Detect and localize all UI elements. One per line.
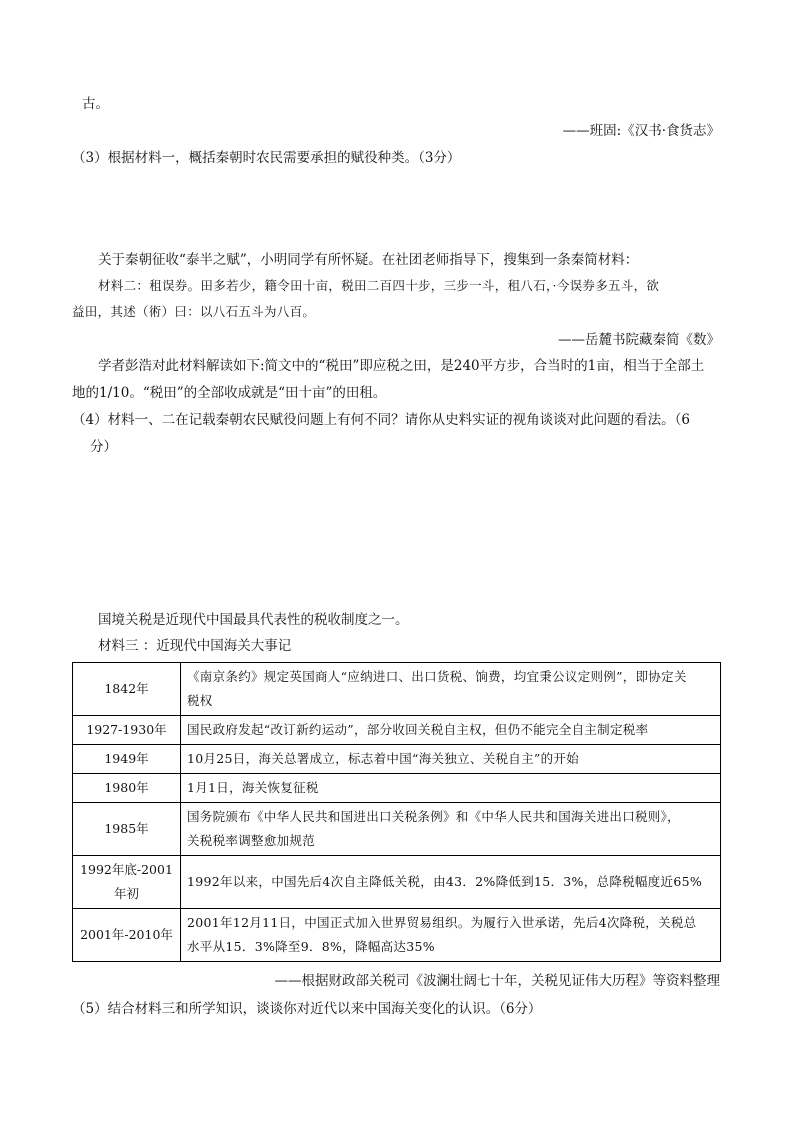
- table-row: [73, 716, 721, 745]
- question-3: （3）根据材料一，概括秦朝时农民需要承担的赋役种类。（3分）: [72, 150, 461, 166]
- question-4-line-1: （4）材料一、二在记载秦朝农民赋役问题上有何不同？请你从史料实证的视角谈谈对此问题的看法。（6: [72, 412, 690, 428]
- event-year: 1927-1930年: [73, 716, 181, 745]
- material-2-line-2: 益田，其述（術）曰：以八石五斗为八百。: [72, 304, 316, 319]
- event-year: 1992年底-2001年初: [73, 856, 181, 909]
- question-5: （5）结合材料三和所学知识，谈谈你对近代以来中国海关变化的认识。（6分）: [72, 1001, 542, 1017]
- event-description-line: 关税税率调整愈加规范: [187, 833, 316, 848]
- citation-yuelu: ——岳麓书院藏秦简《数》: [558, 332, 720, 348]
- table-row: [73, 663, 721, 716]
- event-description: [181, 663, 721, 716]
- customs-events-table: [72, 662, 721, 962]
- event-year: 1980年: [73, 774, 181, 803]
- event-description-line: 1992年以来，中国先后4次自主降低关税，由43．2%降低到15．3%，总降税幅度近65%: [187, 874, 703, 889]
- question-4-line-2: 分）: [90, 439, 117, 455]
- table-row: [73, 774, 721, 803]
- top-fragment: 古。: [82, 96, 109, 112]
- event-description: [181, 745, 721, 774]
- event-description: [181, 909, 721, 962]
- citation-hanshu: ——班固:《汉书·食货志》: [562, 123, 720, 139]
- tariff-paragraph: 国境关税是近现代中国最具代表性的税收制度之一。: [98, 612, 409, 628]
- event-description-line: 水平从15．3%降至9．8%，降幅高达35%: [187, 939, 435, 954]
- scholar-line-1: 学者彭浩对此材料解读如下:简文中的“税田”即应税之田，是240平方步，合当时的1亩，相当于全部土: [98, 358, 705, 374]
- table-row: [73, 909, 721, 962]
- table-row: [73, 745, 721, 774]
- event-description: [181, 856, 721, 909]
- table-row: [73, 856, 721, 909]
- table-row: [73, 803, 721, 856]
- event-description: [181, 774, 721, 803]
- event-description-line: 1月1日，海关恢复征税: [187, 780, 319, 795]
- event-description: [181, 803, 721, 856]
- scholar-line-2: 地的1/10。“税田”的全部收成就是“田十亩”的田租。: [72, 385, 387, 401]
- event-description: [181, 716, 721, 745]
- event-description-line: 《南京条约》规定英国商人“应纳进口、出口货税、饷费，均宜秉公议定则例”，即协定关: [187, 669, 687, 684]
- event-year: 1985年: [73, 803, 181, 856]
- event-year: 2001年-2010年: [73, 909, 181, 962]
- intro-paragraph: 关于秦朝征收“泰半之赋”，小明同学有所怀疑。在社团老师指导下，搜集到一条秦简材料：: [98, 252, 639, 268]
- event-description-line: 国民政府发起“改订新约运动”，部分收回关税自主权，但仍不能完全自主制定税率: [187, 722, 649, 737]
- event-description-line: 2001年12月11日，中国正式加入世界贸易组织。为履行入世承诺，先后4次降税，关税总: [187, 915, 697, 930]
- event-year: 1842年: [73, 663, 181, 716]
- citation-customs: ——根据财政部关税司《波澜壮阔七十年，关税见证伟大历程》等资料整理: [274, 973, 720, 989]
- event-description-line: 国务院颁布《中华人民共和国进出口关税条例》和《中华人民共和国海关进出口税则》，: [187, 809, 680, 824]
- event-year: 1949年: [73, 745, 181, 774]
- material-3-title: 材料三 ：近现代中国海关大事记: [98, 638, 292, 654]
- event-description-line: 10月25日，海关总署成立，标志着中国“海关独立、关税自主”的开始: [187, 751, 579, 766]
- material-2-line-1: 材料二：租误券。田多若少，籍令田十亩，税田二百四十步，三步一斗，租八石，·今误券多五斗，欲: [98, 278, 660, 293]
- event-description-line: 税权: [187, 693, 213, 708]
